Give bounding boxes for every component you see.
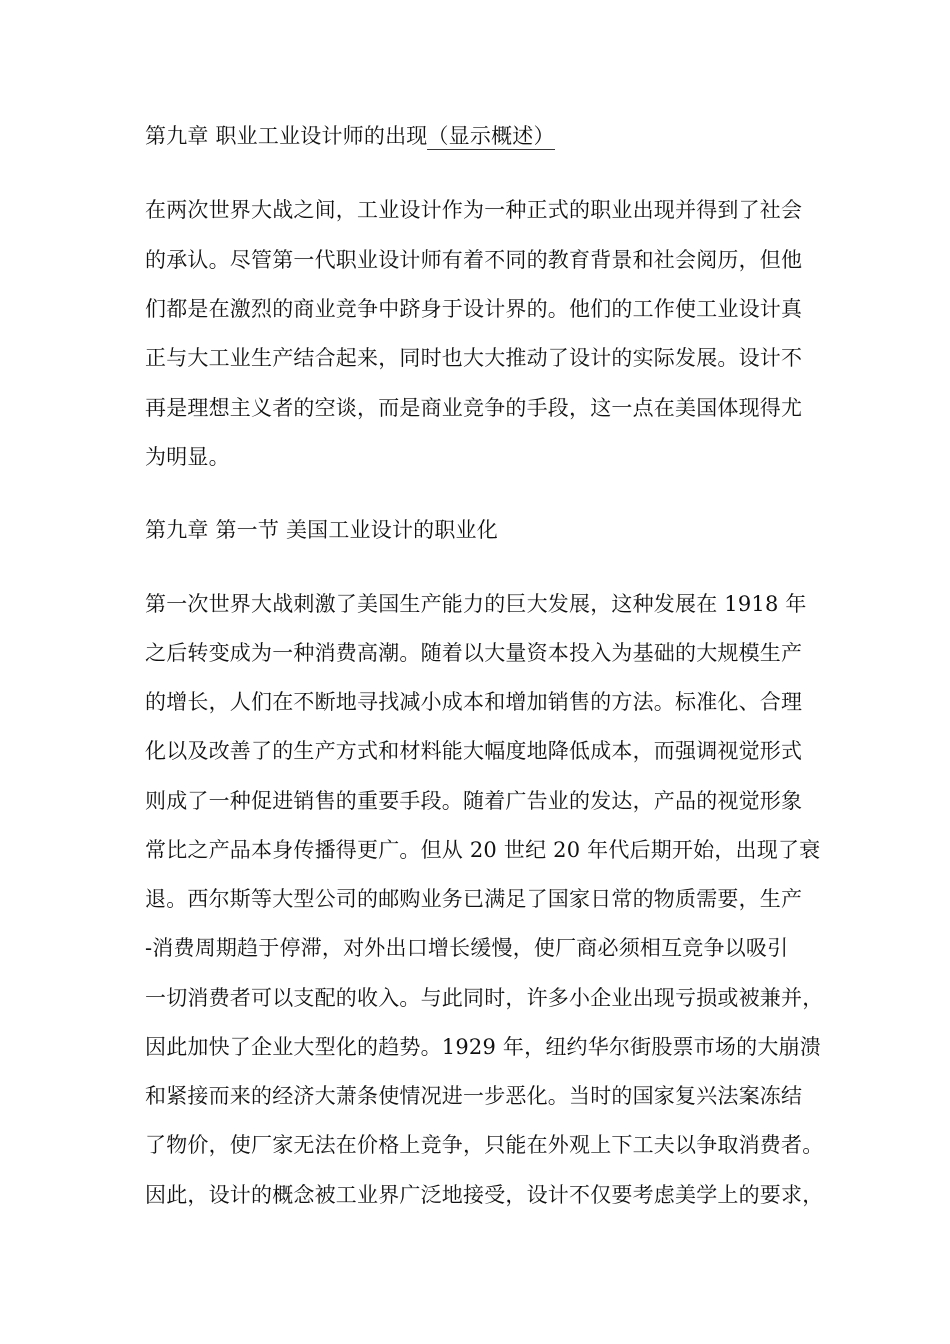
chapter-heading [145, 121, 825, 151]
paragraph-line: 化以及改善了的生产方式和材料能大幅度地降低成本，而强调视觉形式 [145, 739, 803, 763]
paragraph-line: 常比之产品本身传播得更广。但从 20 世纪 20 年代后期开始，出现了衰 [145, 838, 821, 862]
chapter-title: 第九章 职业工业设计师的出现 [145, 124, 428, 148]
paragraph-line: 第一次世界大战刺激了美国生产能力的巨大发展，这种发展在 1918 年 [145, 592, 807, 616]
paragraph-line: 们都是在激烈的商业竞争中跻身于设计界的。他们的工作使工业设计真 [145, 297, 803, 321]
show-overview-link[interactable]: （显示概述） [427, 124, 555, 148]
paragraph-line: 则成了一种促进销售的重要手段。随着广告业的发达，产品的视觉形象 [145, 789, 803, 813]
paragraph-line: 再是理想主义者的空谈，而是商业竞争的手段，这一点在美国体现得尤 [145, 396, 803, 420]
paragraph-line: 因此，设计的概念被工业界广泛地接受，设计不仅要考虑美学上的要求， [145, 1183, 824, 1207]
paragraph-line: 一切消费者可以支配的收入。与此同时，许多小企业出现亏损或被兼并， [145, 986, 824, 1010]
paragraph-line: 在两次世界大战之间，工业设计作为一种正式的职业出现并得到了社会 [145, 198, 803, 222]
paragraph-line: 和紧接而来的经济大萧条使情况进一步恶化。当时的国家复兴法案冻结 [145, 1084, 803, 1108]
paragraph-line: 为明显。 [145, 445, 230, 469]
paragraph-line: 正与大工业生产结合起来，同时也大大推动了设计的实际发展。设计不 [145, 346, 803, 370]
paragraph-line: 之后转变成为一种消费高潮。随着以大量资本投入为基础的大规模生产 [145, 641, 803, 665]
paragraph-line: 的增长，人们在不断地寻找减小成本和增加销售的方法。标准化、合理 [145, 690, 803, 714]
paragraph-line: 的承认。尽管第一代职业设计师有着不同的教育背景和社会阅历，但他 [145, 248, 803, 272]
paragraph-line: 退。西尔斯等大型公司的邮购业务已满足了国家日常的物质需要，生产 [145, 887, 803, 911]
paragraph-line: 了物价，使厂家无法在价格上竞争，只能在外观上下工夫以争取消费者。 [145, 1133, 824, 1157]
paragraph-line: 因此加快了企业大型化的趋势。1929 年，纽约华尔街股票市场的大崩溃 [145, 1035, 821, 1059]
paragraph-line: -消费周期趋于停滞，对外出口增长缓慢，使厂商必须相互竞争以吸引 [145, 936, 789, 960]
section-heading: 第九章 第一节 美国工业设计的职业化 [145, 518, 498, 542]
